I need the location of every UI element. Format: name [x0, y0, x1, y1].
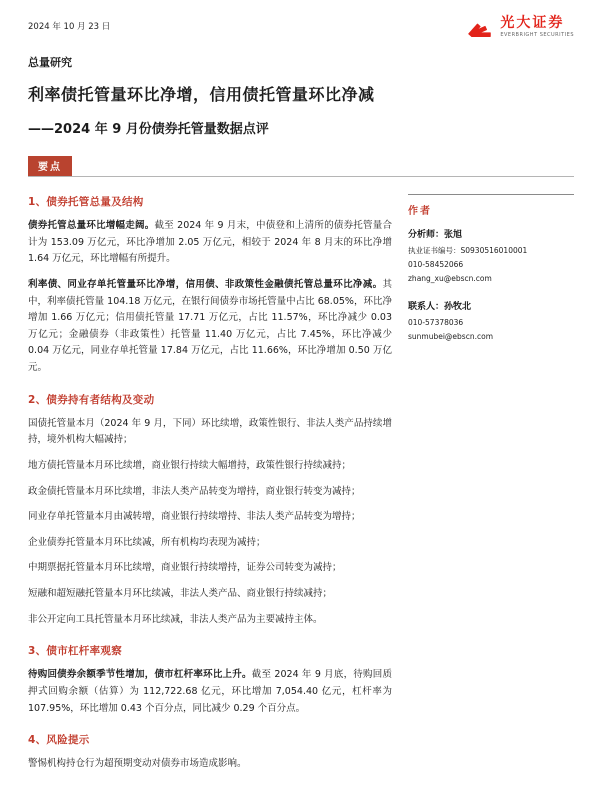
- contact-phone: 010-57378036: [408, 317, 464, 327]
- top-bar: [28, 14, 574, 40]
- paragraph: 警惕机构持仓行为超预期变动对债券市场造成影响。: [28, 758, 247, 770]
- content-columns: [28, 191, 574, 782]
- section-holder-structure: [28, 392, 392, 629]
- paragraph: [28, 667, 392, 717]
- paragraph: 中期票据托管量本月环比续增，商业银行持续增持，证券公司转变为减持；: [28, 562, 342, 574]
- keypoints-badge: 要点: [28, 156, 72, 176]
- analyst-name: 分析师：张旭: [408, 230, 463, 240]
- paragraph-text: 截至 2024 年 9 月末，中债登和上清所的债券托管量合计为 153.09 万亿元，环比净增加 2.05 万亿元，相较于 2024 年 8 月末的环比净增 1.64 万亿元，环比增幅有所提升。: [28, 220, 392, 265]
- section-heading: 4、风险提示: [28, 734, 90, 747]
- analyst-email[interactable]: zhang_xu@ebscn.com: [408, 273, 492, 283]
- section-heading: 1、债券托管总量及结构: [28, 196, 144, 208]
- everbright-logo-icon: [468, 14, 494, 40]
- logo-company-name: 光大证券: [500, 14, 565, 31]
- logo-text: [500, 16, 574, 38]
- report-category: 总量研究: [28, 56, 72, 69]
- paragraph-lead: 待购回债券余额季节性增加，债市杠杆率环比上升。: [28, 669, 252, 681]
- paragraph-lead: 利率债、同业存单托管量环比净增，信用债、非政策性金融债托管总量环比净减。: [28, 278, 383, 290]
- section-risk: [28, 732, 392, 773]
- company-logo: [468, 14, 574, 40]
- paragraph: 政金债托管量本月环比续增，非法人类产品转变为增持，商业银行转变为减持；: [28, 485, 361, 497]
- section-heading: 2、债券持有者结构及变动: [28, 393, 155, 406]
- paragraph: 企业债券托管量本月环比续减，所有机构均表现为减持；: [28, 536, 266, 548]
- report-date: 2024 年 10 月 23 日: [28, 22, 111, 32]
- paragraph: [28, 277, 392, 377]
- paragraph: 短融和超短融托管量本月环比续减，非法人类产品、商业银行持续减持；: [28, 588, 333, 599]
- author-sidebar: [408, 194, 574, 356]
- paragraph-text: 截至 2024 年 9 月底，待购回质押式回购余额（估算）为 112,722.68 亿元，环比增加 7,054.40 亿元，杠杆率为 107.95%，环比增加 0.43 个百分点，同比减少 0.29 个百分点。: [28, 669, 392, 714]
- analyst-block: [408, 227, 574, 286]
- contact-meta: [408, 316, 574, 344]
- section-custody-total: [28, 194, 392, 377]
- keypoints-divider: [28, 155, 574, 177]
- paragraph: [28, 218, 392, 268]
- contact-name: 联系人：孙牧北: [408, 301, 472, 312]
- analyst-meta: [408, 244, 574, 286]
- section-heading: 3、债市杠杆率观察: [28, 645, 123, 658]
- analyst-phone: 010-58452066: [408, 259, 464, 269]
- contact-email[interactable]: sunmubei@ebscn.com: [408, 331, 493, 341]
- paragraph-lead: 债券托管总量环比增幅走阔。: [28, 220, 155, 231]
- report-subtitle: ——2024 年 9 月份债券托管量数据点评: [28, 122, 269, 137]
- report-title: 利率债托管量环比净增，信用债托管量环比净减: [28, 85, 375, 104]
- authors-title: 作者: [408, 206, 432, 217]
- paragraph: 国债托管量本月（2024 年 9 月，下同）环比续增，政策性银行、非法人类产品持续增持，境外机构大幅减持；: [28, 417, 392, 446]
- paragraph: 同业存单托管量本月由减转增，商业银行持续增持、非法人类产品转变为增持；: [28, 511, 361, 523]
- paragraph: 非公开定向工具托管量本月环比续减，非法人类产品为主要减持主体。: [28, 613, 323, 625]
- main-content: [28, 191, 392, 782]
- contact-block: [408, 299, 574, 344]
- section-leverage: [28, 643, 392, 717]
- paragraph-text: 其中，利率债托管量 104.18 万亿元，在银行间债券市场托管量中占比 68.05%，环比净增加 1.66 万亿元；信用债托管量 17.71 万亿元，占比 11.57%，环比净减少 0.03 万亿元；金融债券（非政策性）托管量 11.40 万亿元，占比 7.45%，环比净减少 0.04 万亿元，同业存单托管量 17.84 万亿元，占比 11.66%，环比净增加 0.50 万亿元。: [28, 278, 392, 373]
- logo-company-name-en: EVERBRIGHT SECURITIES: [500, 32, 574, 39]
- analyst-license: 执业证书编号：S0930516010001: [408, 246, 528, 255]
- paragraph: 地方债托管量本月环比续增，商业银行持续大幅增持，政策性银行持续减持；: [28, 459, 352, 471]
